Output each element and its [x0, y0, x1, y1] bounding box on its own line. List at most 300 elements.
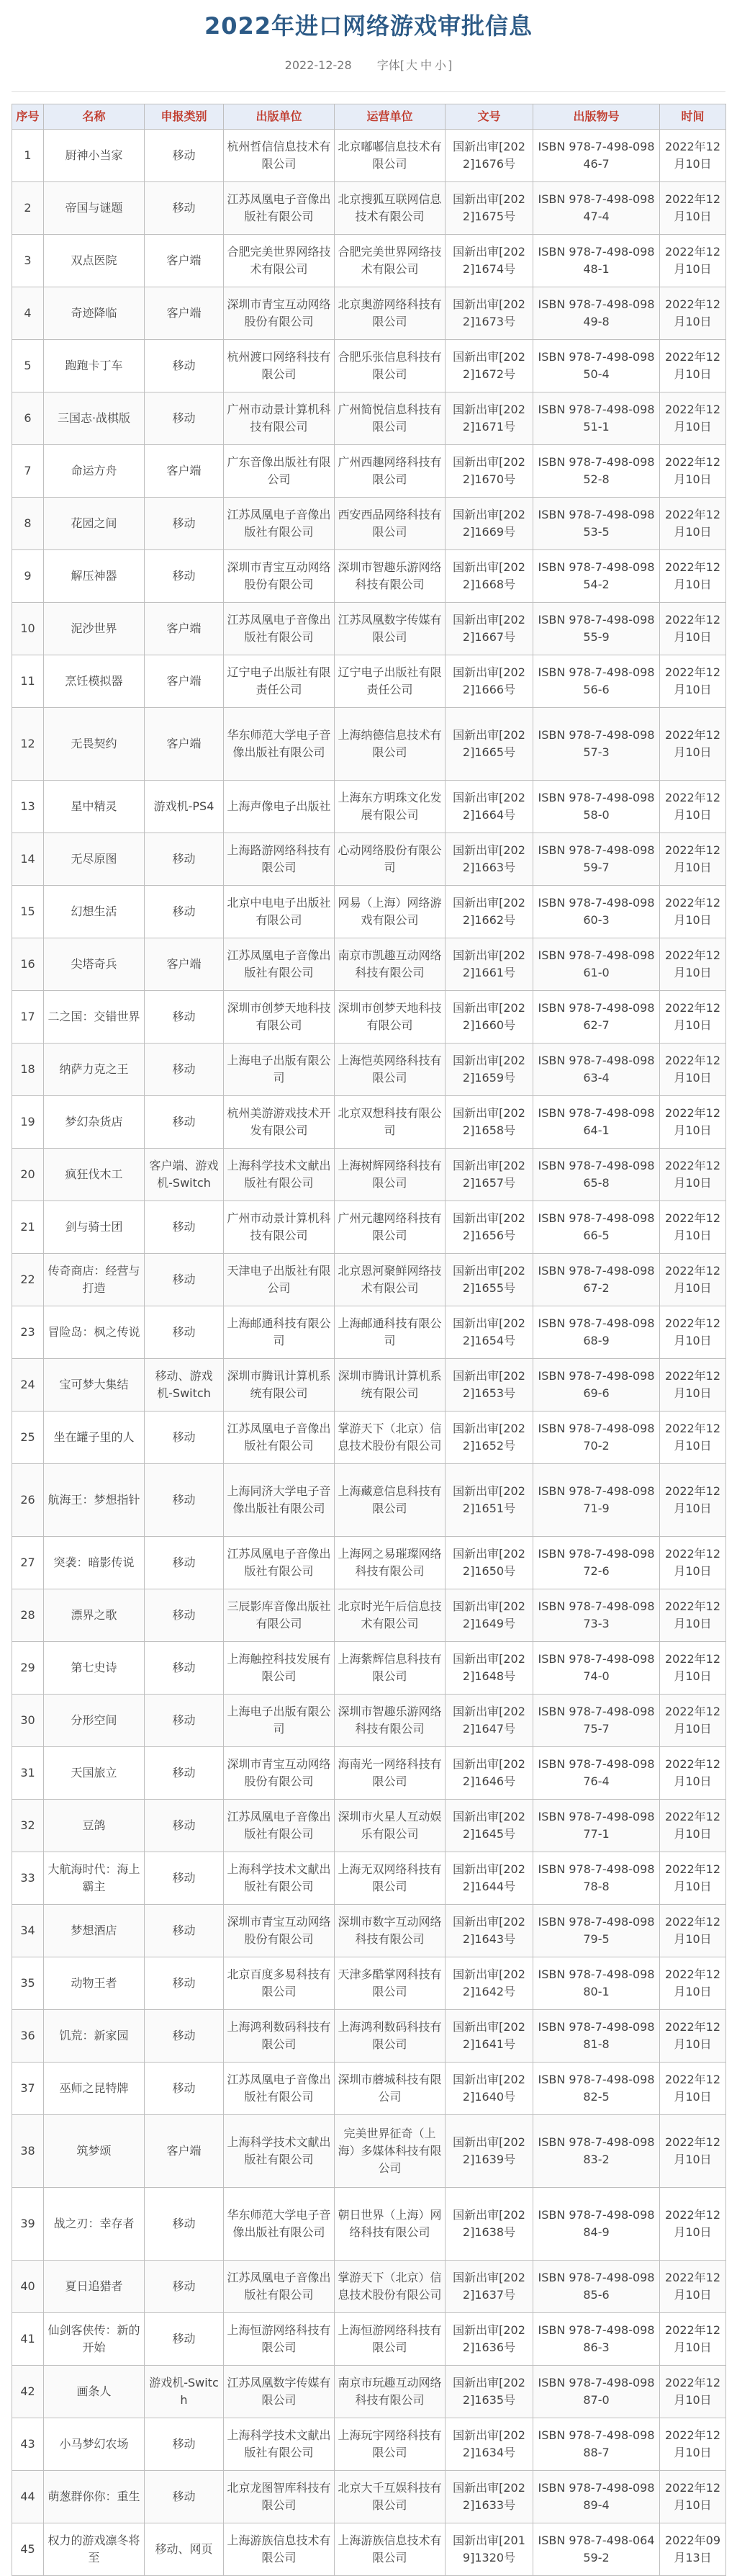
font-size-medium-link[interactable]: 中 — [420, 58, 433, 72]
cell-category: 移动 — [145, 2010, 224, 2063]
cell-date: 2022年12月10日 — [660, 708, 726, 781]
column-header-isbn: 出版物号 — [533, 104, 660, 130]
cell-number: 37 — [12, 2063, 44, 2115]
cell-operator: 上海恒游网络科技有限公司 — [335, 2313, 446, 2366]
cell-operator: 西安西品网络科技有限公司 — [335, 498, 446, 550]
cell-publisher: 深圳市青宝互动网络股份有限公司 — [224, 550, 335, 603]
cell-operator: 深圳市火星人互动娱乐有限公司 — [335, 1800, 446, 1852]
table-row — [12, 655, 726, 708]
cell-document-number: 国新出审[2022]1660号 — [446, 991, 533, 1044]
cell-operator: 上海藏意信息科技有限公司 — [335, 1464, 446, 1537]
cell-category: 移动 — [145, 1800, 224, 1852]
cell-number: 3 — [12, 235, 44, 287]
cell-number: 16 — [12, 938, 44, 991]
cell-isbn: ISBN 978-7-498-09883-2 — [533, 2115, 660, 2188]
cell-isbn: ISBN 978-7-498-09871-9 — [533, 1464, 660, 1537]
table-row — [12, 2010, 726, 2063]
cell-category: 游戏机-PS4 — [145, 781, 224, 833]
cell-document-number: 国新出审[2022]1668号 — [446, 550, 533, 603]
cell-isbn: ISBN 978-7-498-09852-8 — [533, 445, 660, 498]
cell-isbn: ISBN 978-7-498-09886-3 — [533, 2313, 660, 2366]
table-row — [12, 2063, 726, 2115]
cell-date: 2022年12月10日 — [660, 1589, 726, 1642]
cell-operator: 上海邮通科技有限公司 — [335, 1306, 446, 1359]
table-row — [12, 2261, 726, 2313]
cell-number: 7 — [12, 445, 44, 498]
cell-game-name: 动物王者 — [44, 1957, 145, 2010]
column-header-operator: 运营单位 — [335, 104, 446, 130]
cell-date: 2022年12月10日 — [660, 445, 726, 498]
cell-publisher: 华东师范大学电子音像出版社有限公司 — [224, 708, 335, 781]
cell-number: 41 — [12, 2313, 44, 2366]
cell-date: 2022年12月10日 — [660, 655, 726, 708]
cell-category: 客户端 — [145, 655, 224, 708]
cell-date: 2022年12月10日 — [660, 2188, 726, 2261]
table-row — [12, 1044, 726, 1096]
cell-publisher: 华东师范大学电子音像出版社有限公司 — [224, 2188, 335, 2261]
cell-document-number: 国新出审[2022]1663号 — [446, 833, 533, 886]
cell-category: 移动 — [145, 1096, 224, 1149]
cell-isbn: ISBN 978-7-498-09848-1 — [533, 235, 660, 287]
cell-publisher: 江苏凤凰电子音像出版社有限公司 — [224, 603, 335, 655]
cell-game-name: 梦想酒店 — [44, 1905, 145, 1957]
cell-date: 2022年12月10日 — [660, 1044, 726, 1096]
cell-game-name: 疯狂伐木工 — [44, 1149, 145, 1201]
cell-document-number: 国新出审[2022]1651号 — [446, 1464, 533, 1537]
cell-date: 2022年12月10日 — [660, 2010, 726, 2063]
cell-isbn: ISBN 978-7-498-09868-9 — [533, 1306, 660, 1359]
cell-game-name: 奇迹降临 — [44, 287, 145, 340]
cell-date: 2022年12月10日 — [660, 2063, 726, 2115]
table-row — [12, 781, 726, 833]
cell-category: 移动 — [145, 2188, 224, 2261]
cell-game-name: 航海王：梦想指针 — [44, 1464, 145, 1537]
cell-number: 22 — [12, 1254, 44, 1306]
cell-isbn: ISBN 978-7-498-09856-6 — [533, 655, 660, 708]
cell-number: 18 — [12, 1044, 44, 1096]
font-size-large-link[interactable]: 大 — [406, 58, 418, 72]
cell-publisher: 上海科学技术文献出版社有限公司 — [224, 1852, 335, 1905]
cell-isbn: ISBN 978-7-498-09855-9 — [533, 603, 660, 655]
cell-isbn: ISBN 978-7-498-09858-0 — [533, 781, 660, 833]
table-row — [12, 1254, 726, 1306]
cell-publisher: 江苏凤凰电子音像出版社有限公司 — [224, 1800, 335, 1852]
font-size-small-link[interactable]: 小 — [435, 58, 447, 72]
cell-document-number: 国新出审[2022]1664号 — [446, 781, 533, 833]
cell-isbn: ISBN 978-7-498-09885-6 — [533, 2261, 660, 2313]
cell-document-number: 国新出审[2022]1642号 — [446, 1957, 533, 2010]
cell-document-number: 国新出审[2022]1676号 — [446, 130, 533, 182]
cell-document-number: 国新出审[2022]1669号 — [446, 498, 533, 550]
table-row — [12, 1149, 726, 1201]
cell-date: 2022年12月10日 — [660, 1957, 726, 2010]
cell-operator: 天津多酷掌网科技有限公司 — [335, 1957, 446, 2010]
table-row — [12, 2115, 726, 2188]
cell-date: 2022年12月10日 — [660, 287, 726, 340]
cell-operator: 北京搜狐互联网信息技术有限公司 — [335, 182, 446, 235]
cell-isbn: ISBN 978-7-498-09862-7 — [533, 991, 660, 1044]
cell-game-name: 幻想生活 — [44, 886, 145, 938]
cell-document-number: 国新出审[2022]1638号 — [446, 2188, 533, 2261]
cell-number: 21 — [12, 1201, 44, 1254]
cell-publisher: 广州市动景计算机科技有限公司 — [224, 1201, 335, 1254]
cell-date: 2022年12月10日 — [660, 1464, 726, 1537]
cell-isbn: ISBN 978-7-498-09847-4 — [533, 182, 660, 235]
cell-category: 移动 — [145, 2261, 224, 2313]
cell-category: 移动 — [145, 1201, 224, 1254]
cell-publisher: 广东音像出版社有限公司 — [224, 445, 335, 498]
cell-isbn: ISBN 978-7-498-09857-3 — [533, 708, 660, 781]
cell-document-number: 国新出审[2022]1656号 — [446, 1201, 533, 1254]
cell-category: 客户端 — [145, 2115, 224, 2188]
table-row — [12, 1800, 726, 1852]
table-row — [12, 1359, 726, 1412]
cell-game-name: 冒险岛：枫之传说 — [44, 1306, 145, 1359]
cell-document-number: 国新出审[2022]1635号 — [446, 2366, 533, 2418]
cell-game-name: 权力的游戏凛冬将至 — [44, 2523, 145, 2576]
table-row — [12, 708, 726, 781]
table-row — [12, 130, 726, 182]
cell-game-name: 坐在罐子里的人 — [44, 1412, 145, 1464]
cell-category: 移动 — [145, 1306, 224, 1359]
cell-publisher: 上海路游网络科技有限公司 — [224, 833, 335, 886]
cell-number: 9 — [12, 550, 44, 603]
cell-publisher: 上海科学技术文献出版社有限公司 — [224, 1149, 335, 1201]
cell-publisher: 上海游族信息技术有限公司 — [224, 2523, 335, 2576]
cell-operator: 掌游天下（北京）信息技术股份有限公司 — [335, 1412, 446, 1464]
cell-category: 移动 — [145, 2063, 224, 2115]
cell-date: 2022年12月10日 — [660, 182, 726, 235]
cell-game-name: 第七史诗 — [44, 1642, 145, 1695]
cell-date: 2022年12月10日 — [660, 2418, 726, 2471]
cell-publisher: 江苏凤凰电子音像出版社有限公司 — [224, 498, 335, 550]
table-row — [12, 1695, 726, 1747]
cell-category: 移动 — [145, 2418, 224, 2471]
cell-category: 客户端 — [145, 445, 224, 498]
cell-number: 14 — [12, 833, 44, 886]
table-row — [12, 2418, 726, 2471]
cell-isbn: ISBN 978-7-498-06459-2 — [533, 2523, 660, 2576]
cell-operator: 深圳市腾讯计算机系统有限公司 — [335, 1359, 446, 1412]
cell-date: 2022年12月10日 — [660, 938, 726, 991]
cell-number: 4 — [12, 287, 44, 340]
cell-isbn: ISBN 978-7-498-09873-3 — [533, 1589, 660, 1642]
cell-publisher: 上海电子出版有限公司 — [224, 1044, 335, 1096]
cell-isbn: ISBN 978-7-498-09854-2 — [533, 550, 660, 603]
cell-operator: 心动网络股份有限公司 — [335, 833, 446, 886]
cell-publisher: 杭州哲信信息技术有限公司 — [224, 130, 335, 182]
cell-document-number: 国新出审[2022]1661号 — [446, 938, 533, 991]
cell-category: 移动 — [145, 1905, 224, 1957]
cell-game-name: 漂界之歌 — [44, 1589, 145, 1642]
cell-category: 移动 — [145, 1254, 224, 1306]
cell-isbn: ISBN 978-7-498-09849-8 — [533, 287, 660, 340]
cell-operator: 上海游族信息技术有限公司 — [335, 2523, 446, 2576]
cell-number: 27 — [12, 1537, 44, 1589]
cell-operator: 北京嘟嘟信息技术有限公司 — [335, 130, 446, 182]
cell-operator: 广州简悦信息科技有限公司 — [335, 392, 446, 445]
cell-operator: 上海纳德信息技术有限公司 — [335, 708, 446, 781]
cell-game-name: 花园之间 — [44, 498, 145, 550]
cell-operator: 上海无双网络科技有限公司 — [335, 1852, 446, 1905]
cell-category: 移动 — [145, 182, 224, 235]
cell-publisher: 上海触控科技发展有限公司 — [224, 1642, 335, 1695]
cell-number: 28 — [12, 1589, 44, 1642]
cell-game-name: 战之刃：幸存者 — [44, 2188, 145, 2261]
cell-category: 移动 — [145, 1747, 224, 1800]
table-row — [12, 1306, 726, 1359]
cell-document-number: 国新出审[2022]1655号 — [446, 1254, 533, 1306]
cell-number: 10 — [12, 603, 44, 655]
cell-date: 2022年12月10日 — [660, 235, 726, 287]
cell-isbn: ISBN 978-7-498-09869-6 — [533, 1359, 660, 1412]
cell-number: 30 — [12, 1695, 44, 1747]
cell-operator: 上海东方明珠文化发展有限公司 — [335, 781, 446, 833]
cell-publisher: 广州市动景计算机科技有限公司 — [224, 392, 335, 445]
table-row — [12, 1464, 726, 1537]
cell-date: 2022年12月10日 — [660, 1695, 726, 1747]
cell-category: 移动 — [145, 2471, 224, 2523]
cell-number: 36 — [12, 2010, 44, 2063]
cell-game-name: 分形空间 — [44, 1695, 145, 1747]
table-row — [12, 1852, 726, 1905]
cell-category: 移动 — [145, 1957, 224, 2010]
font-size-close-bracket: ] — [448, 58, 453, 72]
page-title: 2022年进口网络游戏审批信息 — [204, 12, 533, 40]
cell-publisher: 北京龙图智库科技有限公司 — [224, 2471, 335, 2523]
cell-publisher: 深圳市青宝互动网络股份有限公司 — [224, 1747, 335, 1800]
cell-operator: 上海网之易璀璨网络科技有限公司 — [335, 1537, 446, 1589]
cell-game-name: 萌葱群你你：重生 — [44, 2471, 145, 2523]
cell-operator: 辽宁电子出版社有限责任公司 — [335, 655, 446, 708]
cell-number: 13 — [12, 781, 44, 833]
cell-operator: 南京市玩趣互动网络科技有限公司 — [335, 2366, 446, 2418]
cell-number: 45 — [12, 2523, 44, 2576]
cell-operator: 北京大千互娱科技有限公司 — [335, 2471, 446, 2523]
cell-game-name: 双点医院 — [44, 235, 145, 287]
cell-number: 24 — [12, 1359, 44, 1412]
table-row — [12, 1589, 726, 1642]
cell-date: 2022年12月10日 — [660, 1905, 726, 1957]
cell-operator: 掌游天下（北京）信息技术股份有限公司 — [335, 2261, 446, 2313]
cell-operator: 合肥乐张信息科技有限公司 — [335, 340, 446, 392]
table-row — [12, 1537, 726, 1589]
cell-category: 移动、网页 — [145, 2523, 224, 2576]
cell-category: 游戏机-Switch — [145, 2366, 224, 2418]
cell-game-name: 天国旅立 — [44, 1747, 145, 1800]
cell-isbn: ISBN 978-7-498-09863-4 — [533, 1044, 660, 1096]
cell-publisher: 三辰影库音像出版社有限公司 — [224, 1589, 335, 1642]
cell-date: 2022年12月10日 — [660, 2471, 726, 2523]
cell-isbn: ISBN 978-7-498-09860-3 — [533, 886, 660, 938]
cell-document-number: 国新出审[2019]1320号 — [446, 2523, 533, 2576]
cell-isbn: ISBN 978-7-498-09875-7 — [533, 1695, 660, 1747]
cell-game-name: 尖塔奇兵 — [44, 938, 145, 991]
cell-category: 移动 — [145, 1537, 224, 1589]
cell-publisher: 北京中电电子出版社有限公司 — [224, 886, 335, 938]
cell-number: 40 — [12, 2261, 44, 2313]
cell-isbn: ISBN 978-7-498-09866-5 — [533, 1201, 660, 1254]
cell-document-number: 国新出审[2022]1657号 — [446, 1149, 533, 1201]
cell-category: 移动 — [145, 340, 224, 392]
cell-date: 2022年12月10日 — [660, 1642, 726, 1695]
cell-number: 44 — [12, 2471, 44, 2523]
cell-isbn: ISBN 978-7-498-09878-8 — [533, 1852, 660, 1905]
cell-game-name: 烹饪模拟器 — [44, 655, 145, 708]
cell-date: 2022年12月10日 — [660, 886, 726, 938]
cell-number: 11 — [12, 655, 44, 708]
cell-game-name: 筑梦颂 — [44, 2115, 145, 2188]
cell-publisher: 江苏凤凰电子音像出版社有限公司 — [224, 182, 335, 235]
cell-date: 2022年12月10日 — [660, 2261, 726, 2313]
cell-game-name: 宝可梦大集结 — [44, 1359, 145, 1412]
cell-date: 2022年12月10日 — [660, 1254, 726, 1306]
cell-isbn: ISBN 978-7-498-09865-8 — [533, 1149, 660, 1201]
cell-operator: 上海玩宇网络科技有限公司 — [335, 2418, 446, 2471]
cell-operator: 海南光一网络科技有限公司 — [335, 1747, 446, 1800]
cell-document-number: 国新出审[2022]1654号 — [446, 1306, 533, 1359]
cell-number: 43 — [12, 2418, 44, 2471]
cell-operator: 上海恺英网络科技有限公司 — [335, 1044, 446, 1096]
cell-number: 12 — [12, 708, 44, 781]
cell-category: 移动 — [145, 1642, 224, 1695]
cell-number: 2 — [12, 182, 44, 235]
cell-game-name: 大航海时代：海上霸主 — [44, 1852, 145, 1905]
cell-game-name: 跑跑卡丁车 — [44, 340, 145, 392]
cell-date: 2022年12月10日 — [660, 498, 726, 550]
cell-document-number: 国新出审[2022]1675号 — [446, 182, 533, 235]
cell-category: 客户端 — [145, 938, 224, 991]
cell-game-name: 饥荒：新家园 — [44, 2010, 145, 2063]
cell-publisher: 杭州美游游戏技术开发有限公司 — [224, 1096, 335, 1149]
cell-publisher: 江苏凤凰电子音像出版社有限公司 — [224, 2063, 335, 2115]
table-row — [12, 833, 726, 886]
cell-document-number: 国新出审[2022]1648号 — [446, 1642, 533, 1695]
column-header-category: 申报类别 — [145, 104, 224, 130]
cell-document-number: 国新出审[2022]1645号 — [446, 1800, 533, 1852]
cell-isbn: ISBN 978-7-498-09874-0 — [533, 1642, 660, 1695]
column-header-number: 序号 — [12, 104, 44, 130]
cell-number: 38 — [12, 2115, 44, 2188]
cell-number: 33 — [12, 1852, 44, 1905]
cell-document-number: 国新出审[2022]1653号 — [446, 1359, 533, 1412]
table-row — [12, 2523, 726, 2576]
table-row — [12, 1412, 726, 1464]
cell-document-number: 国新出审[2022]1652号 — [446, 1412, 533, 1464]
table-body — [12, 130, 726, 2576]
cell-number: 5 — [12, 340, 44, 392]
cell-operator: 朝日世界（上海）网络科技有限公司 — [335, 2188, 446, 2261]
cell-category: 客户端 — [145, 287, 224, 340]
cell-document-number: 国新出审[2022]1665号 — [446, 708, 533, 781]
cell-publisher: 杭州渡口网络科技有限公司 — [224, 340, 335, 392]
cell-game-name: 无尽原图 — [44, 833, 145, 886]
cell-game-name: 厨神小当家 — [44, 130, 145, 182]
cell-operator: 上海紫辉信息科技有限公司 — [335, 1642, 446, 1695]
table-row — [12, 1957, 726, 2010]
cell-publisher: 上海声像电子出版社 — [224, 781, 335, 833]
cell-number: 19 — [12, 1096, 44, 1149]
cell-isbn: ISBN 978-7-498-09872-6 — [533, 1537, 660, 1589]
cell-isbn: ISBN 978-7-498-09861-0 — [533, 938, 660, 991]
cell-operator: 南京市凯趣互动网络科技有限公司 — [335, 938, 446, 991]
cell-isbn: ISBN 978-7-498-09846-7 — [533, 130, 660, 182]
cell-number: 1 — [12, 130, 44, 182]
cell-category: 客户端 — [145, 603, 224, 655]
cell-number: 39 — [12, 2188, 44, 2261]
cell-document-number: 国新出审[2022]1649号 — [446, 1589, 533, 1642]
cell-category: 移动 — [145, 550, 224, 603]
cell-document-number: 国新出审[2022]1647号 — [446, 1695, 533, 1747]
cell-document-number: 国新出审[2022]1650号 — [446, 1537, 533, 1589]
cell-publisher: 江苏凤凰电子音像出版社有限公司 — [224, 1537, 335, 1589]
font-size-open-bracket: [ — [399, 58, 405, 72]
cell-date: 2022年12月10日 — [660, 781, 726, 833]
cell-category: 移动 — [145, 833, 224, 886]
cell-publisher: 天津电子出版社有限公司 — [224, 1254, 335, 1306]
cell-publisher: 上海电子出版有限公司 — [224, 1695, 335, 1747]
cell-category: 移动 — [145, 130, 224, 182]
cell-document-number: 国新出审[2022]1636号 — [446, 2313, 533, 2366]
cell-number: 26 — [12, 1464, 44, 1537]
cell-publisher: 上海科学技术文献出版社有限公司 — [224, 2418, 335, 2471]
cell-date: 2022年12月10日 — [660, 2366, 726, 2418]
font-size-label: 字体 — [376, 58, 400, 72]
cell-date: 2022年12月10日 — [660, 340, 726, 392]
cell-document-number: 国新出审[2022]1671号 — [446, 392, 533, 445]
table-row — [12, 1096, 726, 1149]
cell-document-number: 国新出审[2022]1641号 — [446, 2010, 533, 2063]
table-header-row — [12, 104, 726, 130]
cell-operator: 北京奥游网络科技有限公司 — [335, 287, 446, 340]
cell-date: 2022年12月10日 — [660, 1359, 726, 1412]
cell-date: 2022年09月13日 — [660, 2523, 726, 2576]
cell-game-name: 无畏契约 — [44, 708, 145, 781]
cell-number: 42 — [12, 2366, 44, 2418]
cell-operator: 广州元趣网络科技有限公司 — [335, 1201, 446, 1254]
cell-publisher: 上海鸿利数码科技有限公司 — [224, 2010, 335, 2063]
cell-game-name: 纳萨力克之王 — [44, 1044, 145, 1096]
cell-game-name: 命运方舟 — [44, 445, 145, 498]
cell-isbn: ISBN 978-7-498-09850-4 — [533, 340, 660, 392]
table-row — [12, 235, 726, 287]
cell-publisher: 合肥完美世界网络技术有限公司 — [224, 235, 335, 287]
cell-document-number: 国新出审[2022]1634号 — [446, 2418, 533, 2471]
cell-game-name: 二之国：交错世界 — [44, 991, 145, 1044]
cell-category: 移动 — [145, 2313, 224, 2366]
cell-publisher: 江苏凤凰数字传媒有限公司 — [224, 2366, 335, 2418]
cell-publisher: 深圳市青宝互动网络股份有限公司 — [224, 1905, 335, 1957]
table-row — [12, 2366, 726, 2418]
cell-document-number: 国新出审[2022]1672号 — [446, 340, 533, 392]
cell-publisher: 上海邮通科技有限公司 — [224, 1306, 335, 1359]
table-row — [12, 1642, 726, 1695]
cell-operator: 深圳市智趣乐游网络科技有限公司 — [335, 1695, 446, 1747]
cell-game-name: 三国志·战棋版 — [44, 392, 145, 445]
column-header-document-number: 文号 — [446, 104, 533, 130]
cell-game-name: 剑与骑士团 — [44, 1201, 145, 1254]
cell-game-name: 解压神器 — [44, 550, 145, 603]
table-row — [12, 182, 726, 235]
cell-isbn: ISBN 978-7-498-09882-5 — [533, 2063, 660, 2115]
cell-isbn: ISBN 978-7-498-09876-4 — [533, 1747, 660, 1800]
cell-date: 2022年12月10日 — [660, 392, 726, 445]
cell-isbn: ISBN 978-7-498-09867-2 — [533, 1254, 660, 1306]
cell-isbn: ISBN 978-7-498-09851-1 — [533, 392, 660, 445]
cell-isbn: ISBN 978-7-498-09880-1 — [533, 1957, 660, 2010]
cell-isbn: ISBN 978-7-498-09870-2 — [533, 1412, 660, 1464]
cell-date: 2022年12月10日 — [660, 550, 726, 603]
